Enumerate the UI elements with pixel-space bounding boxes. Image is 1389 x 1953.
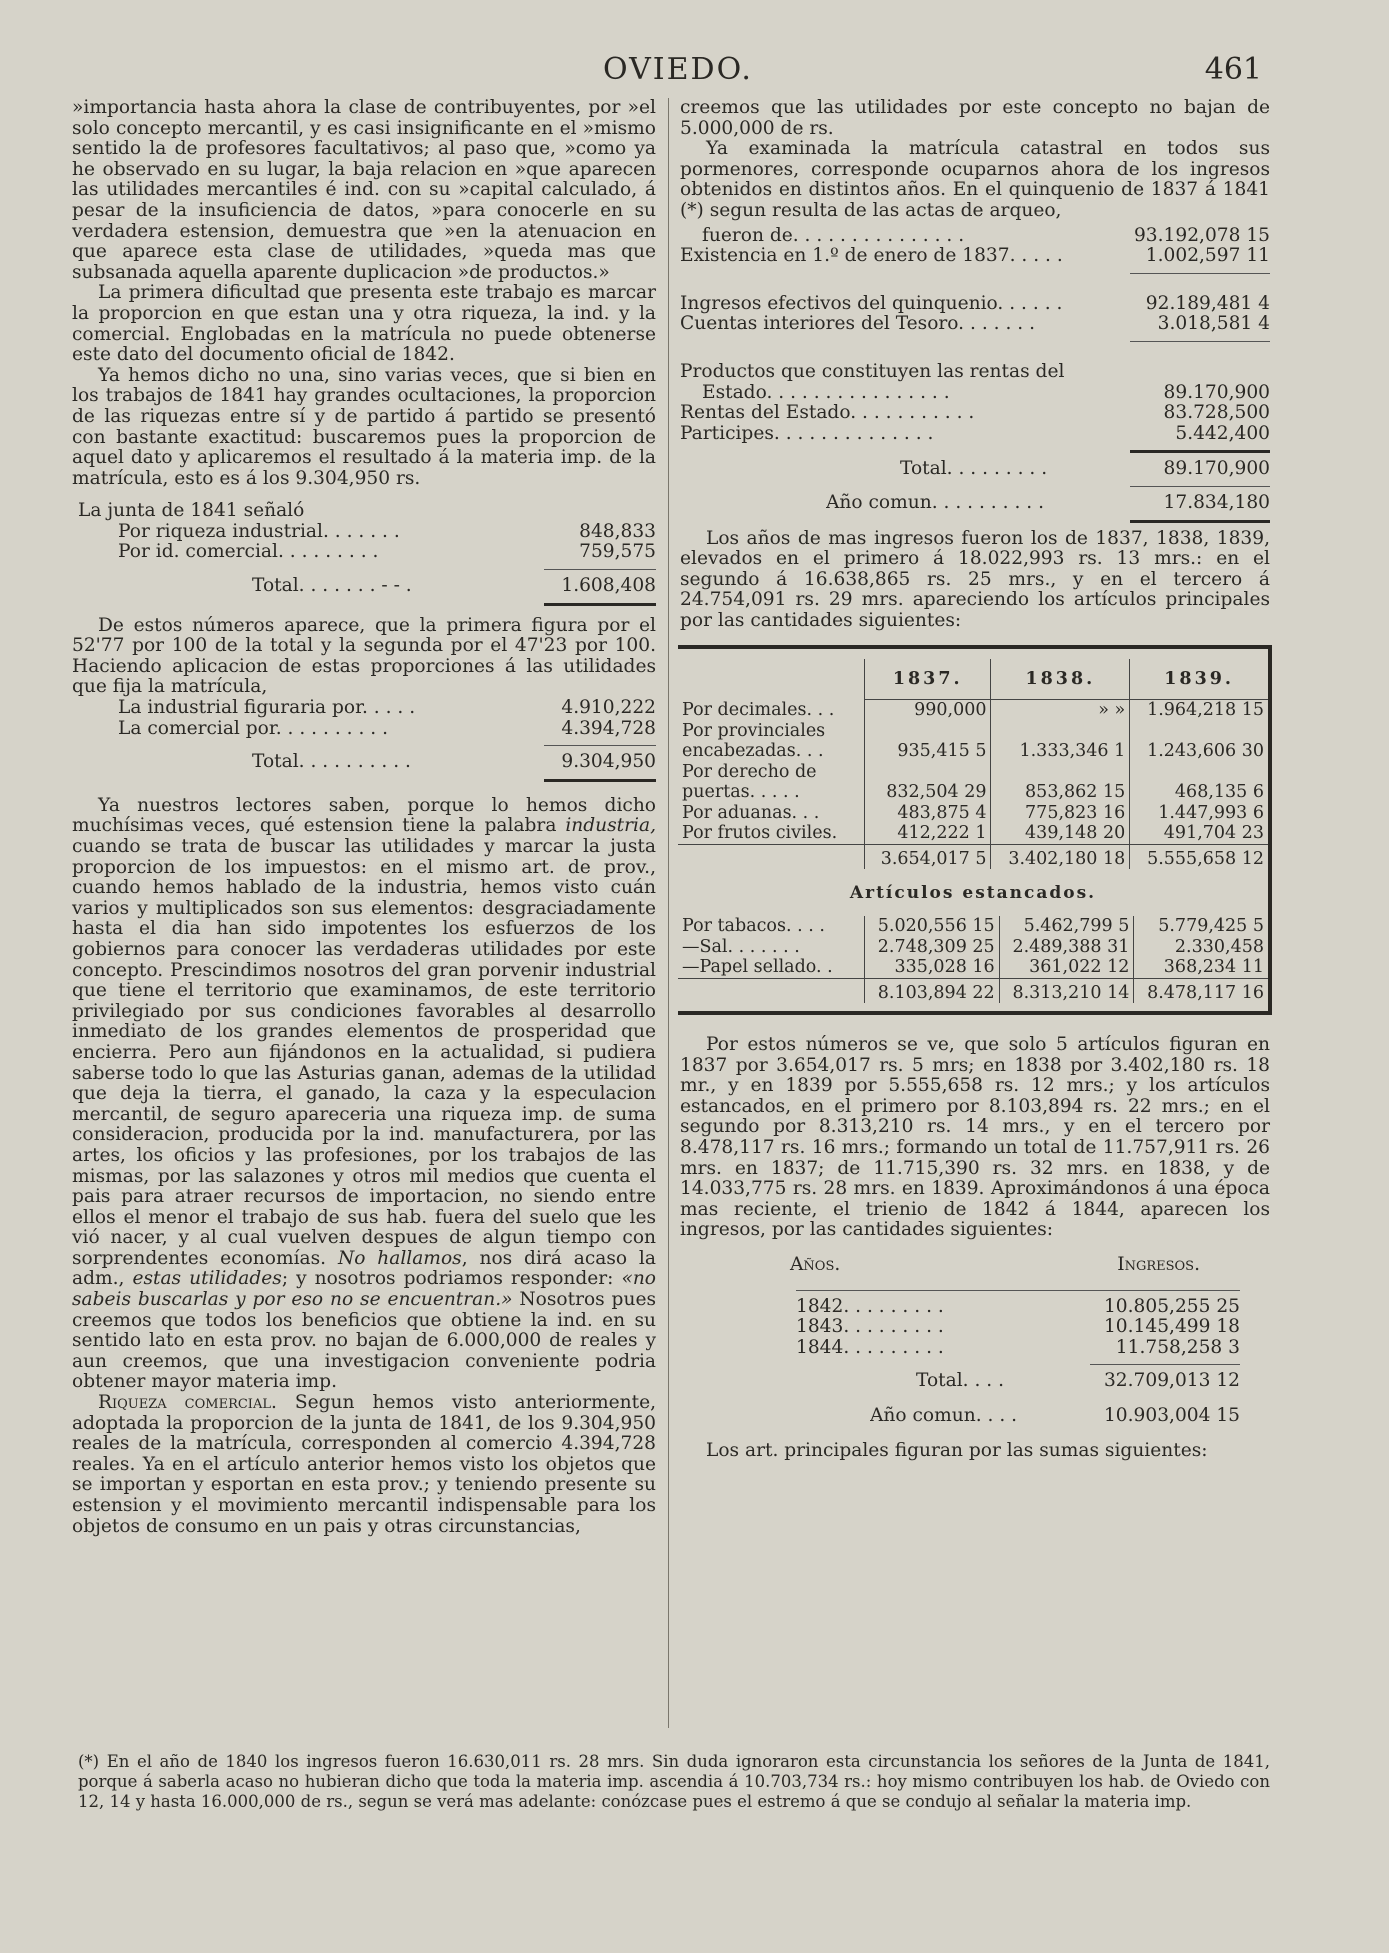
years-col-header: Años.: [790, 1254, 841, 1275]
ledger-label: Por id. comercial. . . . . . . . .: [118, 542, 379, 563]
table-row: Por frutos civiles. 412,222 1 439,148 20 491,704 23: [678, 823, 1268, 844]
ledger-value: 10.805,255 25: [1103, 1295, 1240, 1317]
ledger-label: La comercial por. . . . . . . . . .: [118, 718, 389, 739]
ledger-value: 89.170,900: [1163, 381, 1270, 403]
col-header: 1837.: [865, 659, 991, 700]
ledger-value: 759,575: [579, 541, 656, 563]
section-head: Riqueza comercial.: [98, 1392, 277, 1414]
table-header-row: [678, 659, 1268, 700]
table-row: —Papel sellado. . 335,028 16 361,022 12 368,234 11: [678, 957, 1268, 978]
ledger-head: Productos que constituyen las rentas del: [680, 361, 1065, 382]
paragraph: Ya hemos dicho no una, sino varias veces, que si bien en los trabajos de 1841 hay grandes ocultaciones, la proporcion de las riquezas entre sí y de partido á partido se presentó con bastante exactitud: buscaremos pues la proporcion de aquel dato y aplicaremos el resultado á la materia imp. de la matrícula, esto es á los 9.304,950 rs.: [72, 364, 656, 489]
rule: [1130, 486, 1270, 487]
table: [678, 659, 1268, 869]
ledger-value: 11.758,258 3: [1115, 1336, 1240, 1358]
quote-paragraph: »importancia hasta ahora la clase de contribuyentes, por »el solo concepto mercantil, y es casi insignificante en el »mismo sentido la de profesores facultativos; al paso que, »como ya he observado en su lugar, la baja relacion en »que aparecen las utilidades mercantiles é ind. con su »capital calculado, á pesar de la insuficiencia de datos, »para conocerle en su verdadera estension, demuestra que »en la atenuacion en que aparece esta clase de utilidades, »queda mas que subsanada aquella aparente duplicacion »de productos.»: [72, 97, 656, 283]
quinquenio-ledger: [680, 226, 1270, 523]
ledger-label: La industrial figuraria por. . . . .: [118, 698, 416, 719]
aplicacion-ledger: [72, 698, 656, 782]
paragraph: La primera dificultad que presenta este trabajo es marcar la proporcion en que estan una y otra riqueza, la ind. y la comercial. Englobadas en la matrícula no puede obtenerse este dato del documento oficial de 1842.: [72, 282, 656, 366]
table-subheading: Artículos estancados.: [849, 883, 1097, 904]
rule: [1130, 450, 1270, 453]
table-row: Por derecho de: [678, 762, 1268, 783]
rule: [1130, 341, 1270, 342]
ledger-total-label: Año comun. . . .: [870, 1405, 1018, 1426]
ledger-value: 848,833: [579, 520, 656, 542]
rule: [544, 745, 656, 746]
ledger-total-value: 17.834,180: [1163, 491, 1270, 513]
ledger-value: 4.910,222: [561, 697, 656, 719]
column-divider: [668, 98, 669, 1728]
rule: [1130, 273, 1270, 274]
paragraph: Ya nuestros lectores saben, porque lo hemos dicho muchísimas veces, qué estension tiene la palabra industria, cuando se trata de buscar las utilidades y marcar la justa proporcion de los impuestos: en el mismo art. de prov., cuando hemos hablado de la industria, hemos visto cuán varios y multiplicados son sus elementos: desgraciadamente hasta el dia han sido impotentes los esfuerzos de los gobiernos para conocer las verdaderas utilidades por este concepto. Prescindimos nosotros del gran porvenir industrial que tiene el territorio que examinamos, de este territorio privilegiado por sus condiciones favorables al desarrollo inmediato de los grandes elementos de prosperidad que encierra. Pero aun fijándonos en la actualidad, si pudiera saberse todo lo que las Asturias ganan, ademas de la utilidad que deja la tierra, el ganado, la caza y la especulacion mercantil, de seguro apareceria una riqueza imp. de suma consideracion, producida por la ind. manufacturera, por las artes, los oficios y las profesiones, por los trabajos de las mismas, por las salazones y otros mil medios que cuenta el pais para atraer recursos de importacion, no siendo entre ellos el menor el trabajo de sus hab. fuera del suelo que les vió nacer, y al cual vuelven despues de algun tiempo con sorprendentes economías. No hallamos, nos dirá acaso la adm., estas utilidades; y nosotros podriamos responder: «no sabeis buscarlas y por eso no se encuentran.» Nosotros pues creemos que todos los beneficios que obtiene la ind. en su sentido lato en esta prov. no bajan de 6.000,000 de reales y aun creemos, que una investigacion conveniente podria obtener mayor materia imp.: [72, 794, 656, 1393]
years-ledger: [796, 1290, 1240, 1427]
ledger-value: 1.002,597 11: [1145, 245, 1270, 267]
ledger-value: 10.145,499 18: [1103, 1316, 1240, 1338]
ledger-label: Estado. . . . . . . . . . . . . . . .: [702, 382, 950, 403]
table-row: encabezadas. . . 935,415 5 1.333,346 1 1.243,606 30: [678, 741, 1268, 762]
ledger-label: Por riqueza industrial. . . . . . .: [118, 521, 400, 542]
paragraph: Los art. principales figuran por las sumas siguientes:: [706, 1439, 1208, 1461]
ledger-total-value: 89.170,900: [1163, 458, 1270, 480]
table: [678, 916, 1268, 1003]
table-total-row: 3.654,017 5 3.402,180 18 5.555,658 12: [678, 844, 1268, 869]
ledger-label: Participes. . . . . . . . . . . . . .: [680, 423, 934, 444]
rule: [544, 569, 656, 570]
ledger-total-label: Total. . . . . . . . .: [900, 459, 1048, 480]
ledger-total-label: Año comun. . . . . . . . . .: [826, 492, 1044, 513]
ingresos-table: [678, 645, 1272, 1015]
ledger-total-label: Total. . . . . . . - - .: [252, 576, 412, 597]
ledger-intro: La junta de 1841 señaló: [78, 501, 305, 522]
rule: [544, 603, 656, 606]
ledger-label: 1843. . . . . . . . .: [796, 1317, 944, 1338]
table-row: puertas. . . . . 832,504 29 853,862 15 468,135 6: [678, 782, 1268, 803]
paragraph: creemos que las utilidades por este concepto no bajan de 5.000,000 de rs.: [680, 97, 1270, 139]
footnote: (*) En el año de 1840 los ingresos fueron 16.630,011 rs. 28 mrs. Sin duda ignoraron esta circunstancia los señores de la Junta de 1841, porque á saberla acaso no hubieran dicho que toda la materia imp. ascendia á 10.703,734 rs.: hoy mismo contribuyen los hab. de Oviedo con 12, 14 y hasta 16.000,000 de rs., segun se verá mas adelante: conózcase pues el estremo á que se condujo al señalar la materia imp.: [78, 1752, 1270, 1811]
rule: [1090, 1364, 1240, 1365]
col-header: 1839.: [1130, 659, 1268, 700]
ledger-value: 83.728,500: [1163, 402, 1270, 424]
rule: [796, 1290, 1240, 1291]
ledger-label: Existencia en 1.º de enero de 1837. . . . .: [680, 246, 1063, 267]
table-row: —Sal. . . . . . . 2.748,309 25 2.489,388 31 2.330,458: [678, 937, 1268, 958]
table-total-row: 8.103,894 22 8.313,210 14 8.478,117 16: [678, 978, 1268, 1003]
ledger-total-value: 9.304,950: [561, 751, 656, 773]
page-number: 461: [1204, 52, 1262, 87]
ledger-label: 1842. . . . . . . . .: [796, 1296, 944, 1317]
table-row: Por tabacos. . . . 5.020,556 15 5.462,799 5 5.779,425 5: [678, 916, 1268, 937]
ledger-value: 92.189,481 4: [1145, 292, 1270, 314]
ledger-label: Rentas del Estado. . . . . . . . . . .: [680, 403, 975, 424]
right-column: [680, 98, 1270, 1461]
running-title: OVIEDO.: [603, 52, 753, 87]
ledger-value: 93.192,078 15: [1133, 224, 1270, 246]
junta-ledger: [72, 501, 656, 605]
paragraph: Ya examinada la matrícula catastral en todos sus pormenores, corresponde ocuparnos ahora de los ingresos obtenidos en distintos años. En el quinquenio de 1837 á 1841 (*) segun resulta de las actas de arqueo,: [680, 138, 1270, 221]
ledger-total-value: 10.903,004 15: [1103, 1404, 1240, 1426]
col-header: 1838.: [991, 659, 1130, 700]
paragraph: Los años de mas ingresos fueron los de 1837, 1838, 1839, elevados en el primero á 18.022,993 rs. 13 mrs.: en el segundo á 16.638,865 rs. 25 mrs., y en el tercero á 24.754,091 rs. 29 mrs. apareciendo los artículos principales por las cantidades siguientes:: [680, 527, 1270, 631]
paragraph: Riqueza comercial. Segun hemos visto anteriormente, adoptada la proporcion de la junta de 1841, de los 9.304,950 reales de la matrícula, corresponden al comercio 4.394,728 reales. Ya en el artículo anterior hemos visto los objetos que se importan y esportan en esta prov.; y teniendo presente su estension y el movimiento mercantil indispensable para los objetos de consumo en un pais y otras circunstancias,: [72, 1392, 656, 1537]
rule: [1130, 520, 1270, 523]
ingresos-col-header: Ingresos.: [1117, 1254, 1200, 1275]
table-row: Por aduanas. . . 483,875 4 775,823 16 1.447,993 6: [678, 803, 1268, 824]
years-header: [680, 1241, 1270, 1290]
ledger-total-label: Total. . . .: [916, 1371, 1005, 1392]
ledger-label: Ingresos efectivos del quinquenio. . . . . .: [680, 293, 1063, 314]
ledger-total-label: Total. . . . . . . . . .: [252, 752, 411, 773]
ledger-total-value: 1.608,408: [561, 575, 656, 597]
ledger-label: fueron de. . . . . . . . . . . . . . .: [702, 225, 965, 246]
paragraph: De estos números aparece, que la primera figura por el 52'77 por 100 de la total y la segunda por el 47'23 por 100. Haciendo aplicacion de estas proporciones á las utilidades que fija la matrícula,: [72, 614, 656, 698]
ledger-total-value: 32.709,013 12: [1103, 1370, 1240, 1392]
paragraph: Por estos números se ve, que solo 5 artículos figuran en 1837 por 3.654,017 rs. 5 mrs; en 1838 por 3.402,180 rs. 18 mr., y en 1839 por 5.555,658 rs. 12 mrs.; y los artículos estancados, en el primero por 8.103,894 rs. 22 mrs.; en el segundo por 8.313,210 rs. 14 mrs., y en el tercero por 8.478,117 rs. 16 mrs.; formando un total de 11.757,911 rs. 26 mrs. en 1837; de 11.715,390 rs. 32 mrs. en 1838, y de 14.033,775 rs. 28 mrs. en 1839. Aproximándonos á una época mas reciente, el trienio de 1842 á 1844, aparecen los ingresos, por las cantidades siguientes:: [680, 1034, 1270, 1241]
ledger-label: 1844. . . . . . . . .: [796, 1337, 944, 1358]
ledger-value: 3.018,581 4: [1157, 313, 1270, 335]
left-column: [72, 98, 656, 1537]
ledger-value: 5.442,400: [1175, 422, 1270, 444]
ledger-value: 4.394,728: [561, 717, 656, 739]
table-row: Por decimales. . . 990,000 » » 1.964,218 15: [678, 700, 1268, 721]
ledger-label: Cuentas interiores del Tesoro. . . . . . .: [680, 314, 1036, 335]
table-row: Por provinciales: [678, 721, 1268, 742]
rule: [544, 779, 656, 782]
